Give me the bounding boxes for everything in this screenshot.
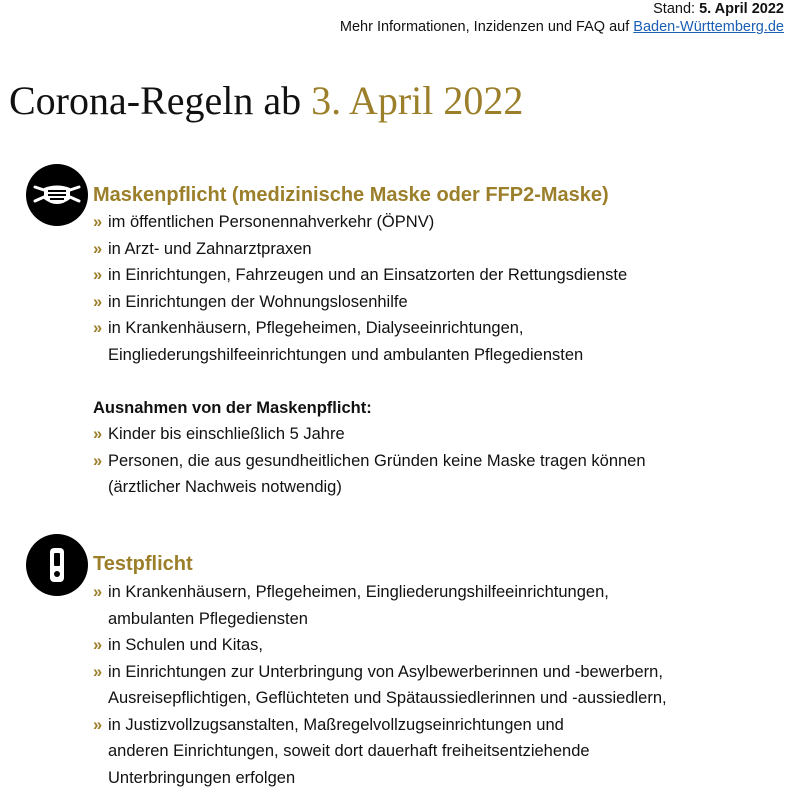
bullet-mark: » bbox=[93, 451, 103, 470]
title-prefix: Corona-Regeln ab bbox=[9, 78, 302, 123]
bullet-mark: » bbox=[93, 213, 103, 231]
bullet-mark: » bbox=[93, 662, 103, 681]
page-title bbox=[9, 75, 523, 127]
bullet-mark: » bbox=[93, 636, 103, 654]
stand-line bbox=[340, 0, 784, 18]
bw-link[interactable]: Baden-Württemberg.de bbox=[633, 19, 784, 35]
list-item: » in Einrichtungen, Fahrzeugen und an Einsatzorten der Rettungsdienste bbox=[93, 262, 627, 289]
bullet-mark: » bbox=[93, 425, 103, 443]
test-kit-icon bbox=[26, 534, 88, 596]
bullet-mark: » bbox=[93, 266, 103, 284]
list-item: » in Krankenhäusern, Pflegeheimen, Dialyseeinrichtungen, Eingliederungshilfeeinrichtungen und ambulanten Pflegediensten bbox=[93, 315, 627, 368]
list-item: » in Krankenhäusern, Pflegeheimen, Eingliederungshilfeeinrichtungen, ambulanten Pflegediensten bbox=[93, 579, 667, 632]
list-item: » in Einrichtungen zur Unterbringung von Asylbewerberinnen und -bewerbern, Ausreisepflichtigen, Geflüchteten und Spätaussiedlerinnen und -aussiedlern, bbox=[93, 659, 667, 712]
list-item: » in Justizvollzugsanstalten, Maßregelvollzugseinrichtungen und anderen Einrichtungen, soweit dort dauerhaft freiheitsentziehende Unterbringungen erfolgen bbox=[93, 712, 667, 792]
mask-list bbox=[93, 209, 627, 368]
list-item: » im öffentlichen Personennahverkehr (ÖPNV) bbox=[93, 209, 627, 236]
exceptions-heading: Ausnahmen von der Maskenpflicht: bbox=[93, 399, 372, 417]
bullet-mark: » bbox=[93, 239, 103, 258]
bullet-mark: » bbox=[93, 715, 103, 734]
list-item: » in Schulen und Kitas, bbox=[93, 632, 667, 659]
header bbox=[340, 0, 784, 36]
title-date: 3. April 2022 bbox=[311, 78, 524, 123]
stand-date: 5. April 2022 bbox=[699, 1, 784, 17]
info-text: Mehr Informationen, Inzidenzen und FAQ auf bbox=[339, 19, 630, 35]
bullet-mark: » bbox=[93, 319, 103, 337]
list-item: » Personen, die aus gesundheitlichen Gründen keine Maske tragen können (ärztlicher Nachweis notwendig) bbox=[93, 448, 646, 501]
test-heading: Testpflicht bbox=[93, 553, 193, 575]
exceptions-list bbox=[93, 421, 646, 501]
mask-heading: Maskenpflicht (medizinische Maske oder FFP2-Maske) bbox=[93, 184, 609, 206]
info-line bbox=[340, 18, 784, 36]
bullet-mark: » bbox=[93, 583, 103, 601]
face-mask-icon bbox=[26, 164, 88, 226]
list-item: » Kinder bis einschließlich 5 Jahre bbox=[93, 421, 646, 448]
list-item: » in Einrichtungen der Wohnungslosenhilfe bbox=[93, 289, 627, 316]
list-item: » in Arzt- und Zahnarztpraxen bbox=[93, 236, 627, 263]
stand-label: Stand: bbox=[653, 1, 696, 17]
test-list bbox=[93, 579, 667, 791]
bullet-mark: » bbox=[93, 292, 103, 311]
